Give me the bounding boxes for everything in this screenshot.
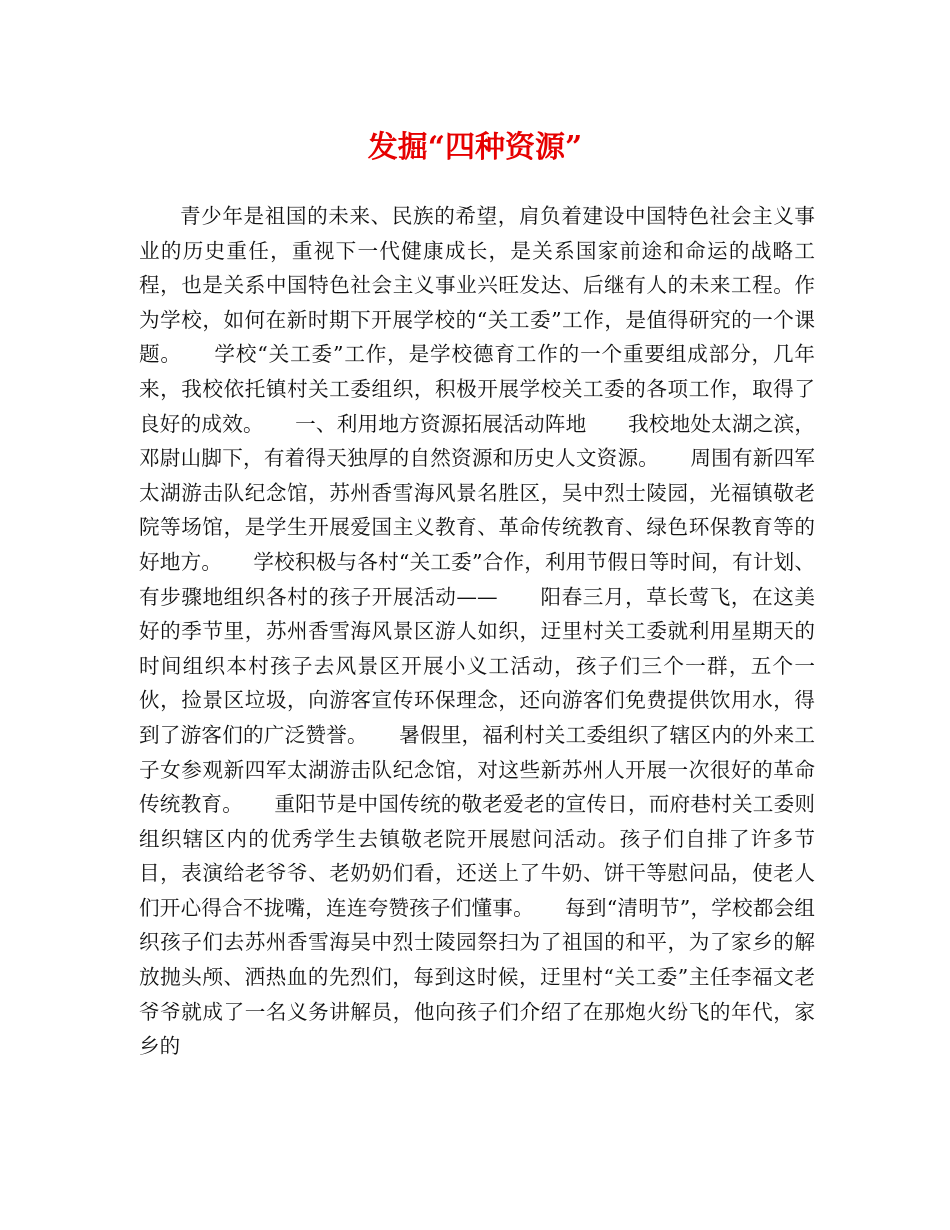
document-title: 发掘“四种资源” [367, 130, 583, 165]
document-body-paragraph: 青少年是祖国的未来、民族的希望，肩负着建设中国特色社会主义事业的历史重任，重视下一代健康成长，是关系国家前途和命运的战略工程，也是关系中国特色社会主义事业兴旺发达、后继有人的未来工程。作为学校，如何在新时期下开展学校的“关工委”工作，是值得研究的一个课题。 学校“关工委”工作，是学校德育工作的一个重要组成部分，几年来，我校依托镇村关工委组织，积极开展学校关工委的各项工作，取得了良好的成效。 一、利用地方资源拓展活动阵地 我校地处太湖之滨，邓尉山脚下，有着得天独厚的自然资源和历史人文资源。 周围有新四军太湖游击队纪念馆，苏州香雪海风景名胜区，吴中烈士陵园，光福镇敬老院等场馆，是学生开展爱国主义教育、革命传统教育、绿色环保教育等的好地方。 学校积极与各村“关工委”合作，利用节假日等时间，有计划、有步骤地组织各村的孩子开展活动—— 阳春三月，草长莺飞，在这美好的季节里，苏州香雪海风景区游人如织，迂里村关工委就利用星期天的时间组织本村孩子去风景区开展小义工活动，孩子们三个一群，五个一伙，捡景区垃圾，向游客宣传环保理念，还向游客们免费提供饮用水，得到了游客们的广泛赞誉。 暑假里，福利村关工委组织了辖区内的外来工子女参观新四军太湖游击队纪念馆，对这些新苏州人开展一次很好的革命传统教育。 重阳节是中国传统的敬老爱老的宣传日，而府巷村关工委则组织辖区内的优秀学生去镇敬老院开展慰问活动。孩子们自排了许多节目，表演给老爷爷、老奶奶们看，还送上了牛奶、饼干等慰问品，使老人们开心得合不拢嘴，连连夸赞孩子们懂事。 每到“清明节”，学校都会组织孩子们去苏州香雪海吴中烈士陵园祭扫为了祖国的和平，为了家乡的解放抛头颅、洒热血的先烈们，每到这时候，迂里村“关工委”主任李福文老爷爷就成了一名义务讲解员，他向孩子们介绍了在那炮火纷飞的年代，家乡的 [139, 204, 815, 1059]
